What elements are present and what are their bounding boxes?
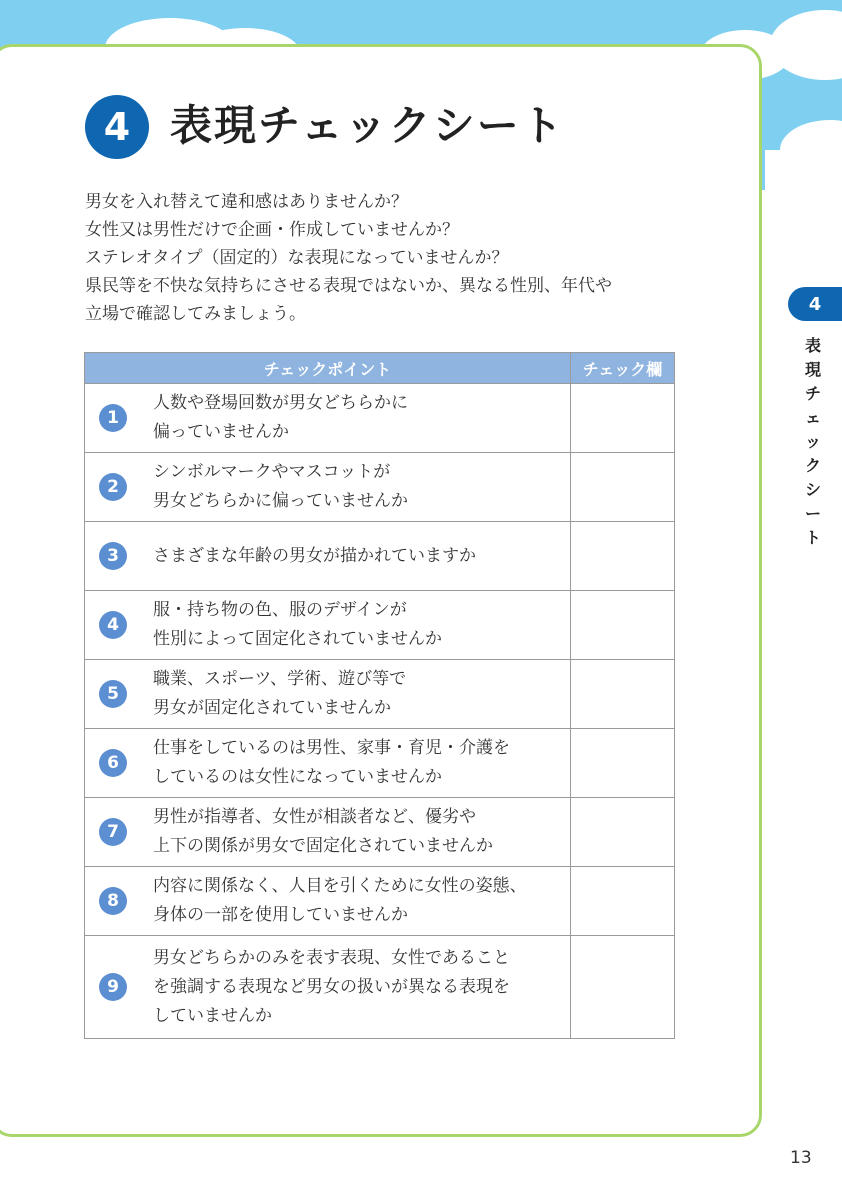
checkpoint-line: しているのは女性になっていませんか xyxy=(153,767,442,787)
table-row xyxy=(85,591,675,660)
check-cell[interactable] xyxy=(571,453,675,522)
checkpoint-line: 偏っていませんか xyxy=(153,422,289,442)
checkpoint-line: 男女どちらかのみを表す表現、女性であること xyxy=(153,947,510,968)
checkpoint-line: 男性が指導者、女性が相談者など、優劣や xyxy=(153,807,476,827)
checkpoint-cell xyxy=(85,522,571,591)
checkpoint-cell xyxy=(85,936,571,1039)
intro-text xyxy=(85,188,685,328)
number-badge: 3 xyxy=(99,542,127,570)
checkpoint-cell xyxy=(85,453,571,522)
checkpoint-line: 職業、スポーツ、学術、遊び等で xyxy=(153,669,407,689)
intro-line: 男女を入れ替えて違和感はありませんか？ xyxy=(85,192,408,212)
checkpoint-cell xyxy=(85,591,571,660)
page-title: 表現チェックシート xyxy=(170,101,565,150)
checkpoint-line: 男女が固定化されていませんか xyxy=(153,698,391,718)
checkpoint-cell xyxy=(85,384,571,453)
checkpoint-line: 性別によって固定化されていませんか xyxy=(153,629,442,649)
check-cell[interactable] xyxy=(571,798,675,867)
checkpoint-cell xyxy=(85,798,571,867)
checkpoint-line: 男女どちらかに偏っていませんか xyxy=(153,491,408,511)
checkpoint-line: 服・持ち物の色、服のデザインが xyxy=(153,600,407,620)
page-number: 13 xyxy=(790,1148,812,1168)
number-badge: 2 xyxy=(99,473,127,501)
table-row xyxy=(85,798,675,867)
check-cell[interactable] xyxy=(571,522,675,591)
number-badge: 7 xyxy=(99,818,127,846)
checkpoint-line: シンボルマークやマスコットが xyxy=(153,462,391,482)
checkpoint-cell xyxy=(85,729,571,798)
checkpoint-line: 内容に関係なく、人目を引くために女性の姿態、 xyxy=(153,876,527,896)
checkpoint-cell xyxy=(85,867,571,936)
check-cell[interactable] xyxy=(571,729,675,798)
table-row xyxy=(85,729,675,798)
table-row xyxy=(85,453,675,522)
intro-line: 県民等を不快な気持ちにさせる表現ではないか、異なる性別、年代や xyxy=(85,276,612,296)
check-cell[interactable] xyxy=(571,591,675,660)
checkpoint-line: 上下の関係が男女で固定化されていませんか xyxy=(153,836,493,856)
checkpoint-line: 仕事をしているのは男性、家事・育児・介護を xyxy=(153,738,510,758)
number-badge: 4 xyxy=(99,611,127,639)
check-cell[interactable] xyxy=(571,384,675,453)
header-check-column: チェック欄 xyxy=(571,353,675,384)
number-badge: 9 xyxy=(99,973,127,1001)
intro-line: ステレオタイプ（固定的）な表現になっていませんか？ xyxy=(85,248,509,268)
check-table xyxy=(84,352,675,1039)
checkpoint-line: を強調する表現など男女の扱いが異なる表現を xyxy=(153,976,510,997)
table-row xyxy=(85,384,675,453)
check-cell[interactable] xyxy=(571,867,675,936)
number-badge: 5 xyxy=(99,680,127,708)
checkpoint-line: していませんか xyxy=(153,1005,272,1026)
checkpoint-cell xyxy=(85,660,571,729)
checkpoint-line: 人数や登場回数が男女どちらかに xyxy=(153,393,408,413)
checkpoint-line: 身体の一部を使用していませんか xyxy=(153,905,408,925)
table-row xyxy=(85,522,675,591)
header-checkpoint: チェックポイント xyxy=(85,353,571,384)
intro-line: 女性又は男性だけで企画・作成していませんか？ xyxy=(85,220,459,240)
table-header-row xyxy=(85,353,675,384)
number-badge: 8 xyxy=(99,887,127,915)
side-tab-label: 表現チェックシート xyxy=(804,336,821,547)
checkpoint-line: さまざまな年齢の男女が描かれていますか xyxy=(153,545,476,566)
table-row xyxy=(85,867,675,936)
check-cell[interactable] xyxy=(571,660,675,729)
number-badge: 1 xyxy=(99,404,127,432)
side-tab-number: 4 xyxy=(788,287,842,321)
check-cell[interactable] xyxy=(571,936,675,1039)
number-badge: 6 xyxy=(99,749,127,777)
table-row xyxy=(85,660,675,729)
intro-line: 立場で確認してみましょう。 xyxy=(85,304,306,324)
section-number-badge: 4 xyxy=(85,95,149,159)
table-row xyxy=(85,936,675,1039)
